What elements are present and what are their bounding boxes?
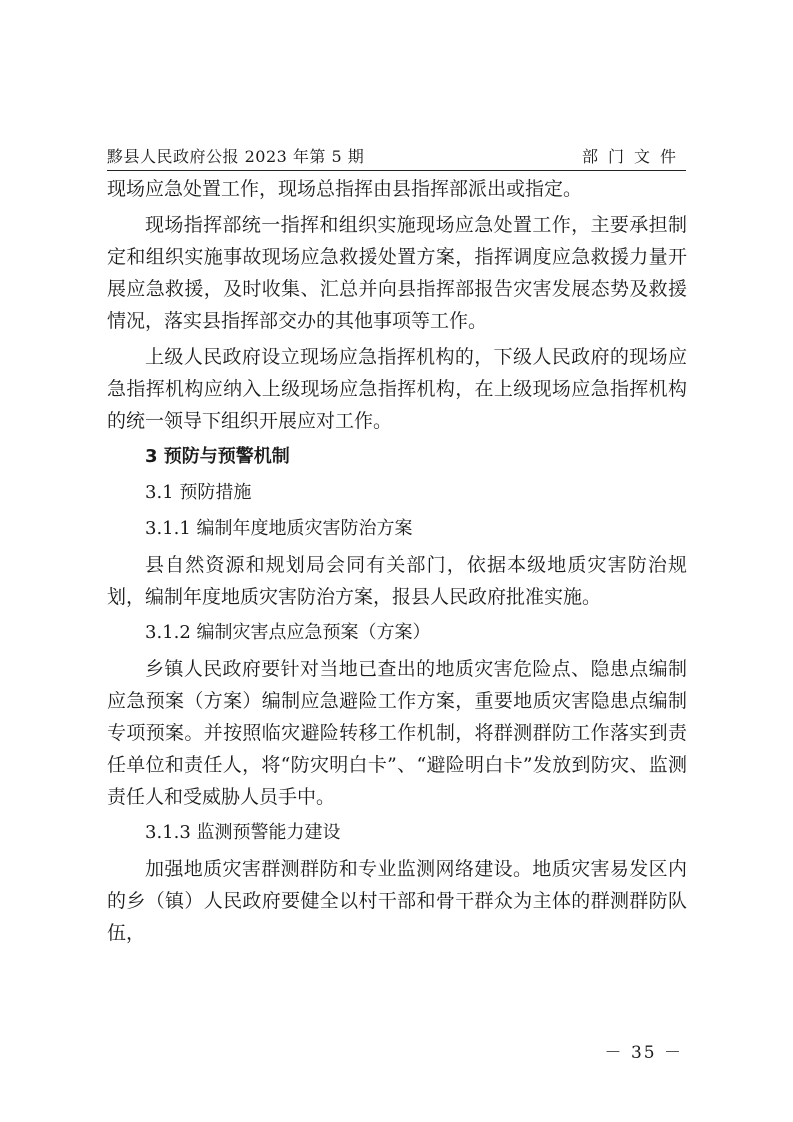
subsubsection-heading: 3.1.3 监测预警能力建设 (145, 822, 341, 843)
header-rule (107, 170, 686, 171)
running-header (107, 146, 686, 168)
paragraph: 现场指挥部统一指挥和组织实施现场应急处置工作，主要承担制定和组织实施事故现场应急救援处置方案，指挥调度应急救援力量开展应急救援，及时收集、汇总并向县指挥部报告灾害发展态势及救援情况，落实县指挥部交办的其他事项等工作。 (107, 214, 687, 332)
bulletin-title: 黟县人民政府公报 2023 年第 5 期 (107, 147, 365, 166)
subsection-heading: 3.1 预防措施 (145, 482, 252, 503)
paragraph: 加强地质灾害群测群防和专业监测网络建设。地质灾害易发区内的乡（镇）人民政府要健全以村干部和骨干群众为主体的群测群防队伍， (107, 858, 687, 944)
section-label: 部门文件 (581, 147, 686, 166)
page-number: － 35 － (604, 1043, 683, 1063)
document-body (107, 173, 687, 949)
subsubsection-heading: 3.1.1 编制年度地质灾害防治方案 (145, 518, 413, 539)
section-heading: 3 预防与预警机制 (145, 446, 290, 467)
paragraph: 现场应急处置工作，现场总指挥由县指挥部派出或指定。 (107, 178, 583, 200)
paragraph: 县自然资源和规划局会同有关部门，依据本级地质灾害防治规划，编制年度地质灾害防治方案，报县人民政府批准实施。 (107, 554, 687, 608)
subsubsection-heading: 3.1.2 编制灾害点应急预案（方案） (145, 622, 431, 643)
paragraph: 乡镇人民政府要针对当地已查出的地质灾害危险点、隐患点编制应急预案（方案）编制应急避险工作方案，重要地质灾害隐患点编制专项预案。并按照临灾避险转移工作机制，将群测群防工作落实到责任单位和责任人，将“防灾明白卡”、“避险明白卡”发放到防灾、监测责任人和受威胁人员手中。 (107, 658, 687, 808)
paragraph: 上级人民政府设立现场应急指挥机构的，下级人民政府的现场应急指挥机构应纳入上级现场应急指挥机构，在上级现场应急指挥机构的统一领导下组织开展应对工作。 (107, 346, 687, 432)
